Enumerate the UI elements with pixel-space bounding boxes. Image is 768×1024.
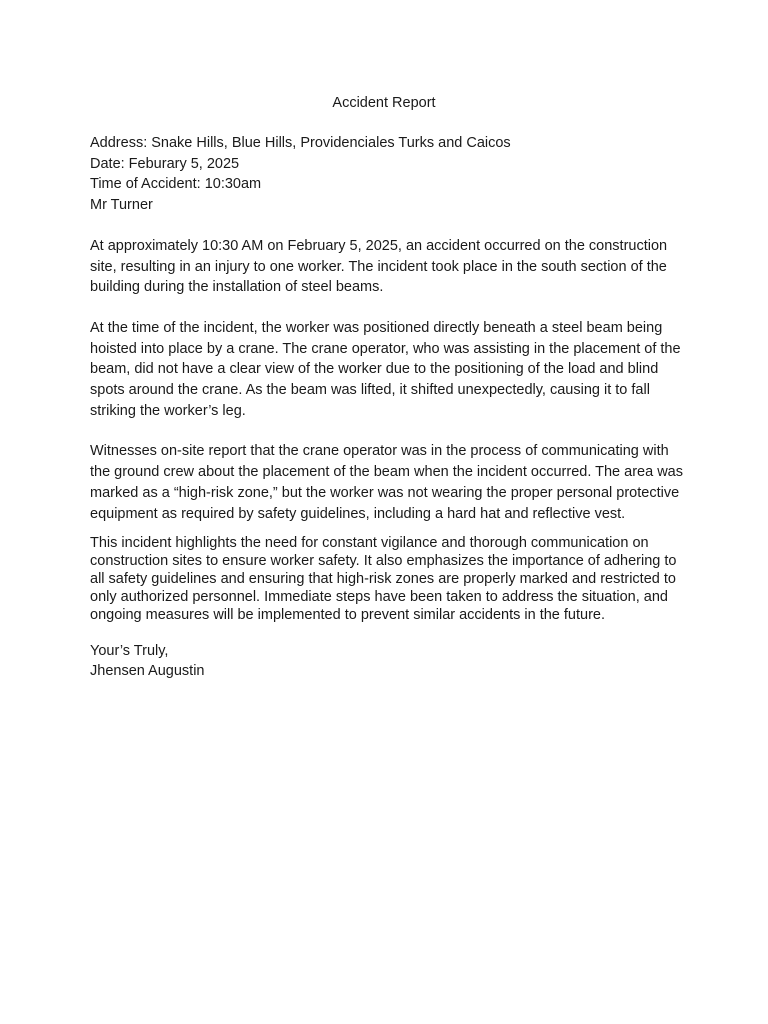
paragraph-witnesses: Witnesses on-site report that the crane operator was in the process of communicating with the ground crew about the placement of the beam when the incident occurred. The area was marked as a “high-risk zone,” but the worker was not wearing the proper personal protective equipment as required by safety guidelines, including a hard hat and reflective vest. [90, 443, 683, 522]
report-header [90, 133, 690, 216]
recipient-line: Mr Turner [90, 197, 153, 214]
address-line: Address: Snake Hills, Blue Hills, Providenciales Turks and Caicos [90, 135, 511, 151]
paragraph-summary: At approximately 10:30 AM on February 5, 2025, an accident occurred on the construction site, resulting in an injury to one worker. The incident took place in the south section of the building during the installation of steel beams. [90, 237, 668, 296]
time-line: Time of Accident: 10:30am [90, 176, 262, 193]
paragraph-conclusion: This incident highlights the need for constant vigilance and thorough communication on construction sites to ensure worker safety. It also emphasizes the importance of adhering to all safety guidelines and ensuring that high-risk zones are properly marked and restricted to only authorized personnel. Immediate steps have been taken to address the situation, and ongoing measures will be implemented to prevent similar accidents in the future. [90, 535, 677, 624]
signature-name: Jhensen Augustin [90, 663, 205, 680]
document-title: Accident Report [332, 95, 436, 111]
paragraph-details: At the time of the incident, the worker was positioned directly beneath a steel beam being hoisted into place by a crane. The crane operator, who was assisting in the placement of the beam, did not have a clear view of the worker due to the positioning of the load and blind spots around the crane. As the beam was lifted, it shifted unexpectedly, causing it to fall striking the worker’s leg. [90, 319, 681, 419]
closing-salutation: Your’s Truly, [90, 643, 169, 660]
closing-block [90, 641, 690, 681]
date-line: Date: Feburary 5, 2025 [90, 155, 240, 172]
document-body [90, 93, 690, 681]
